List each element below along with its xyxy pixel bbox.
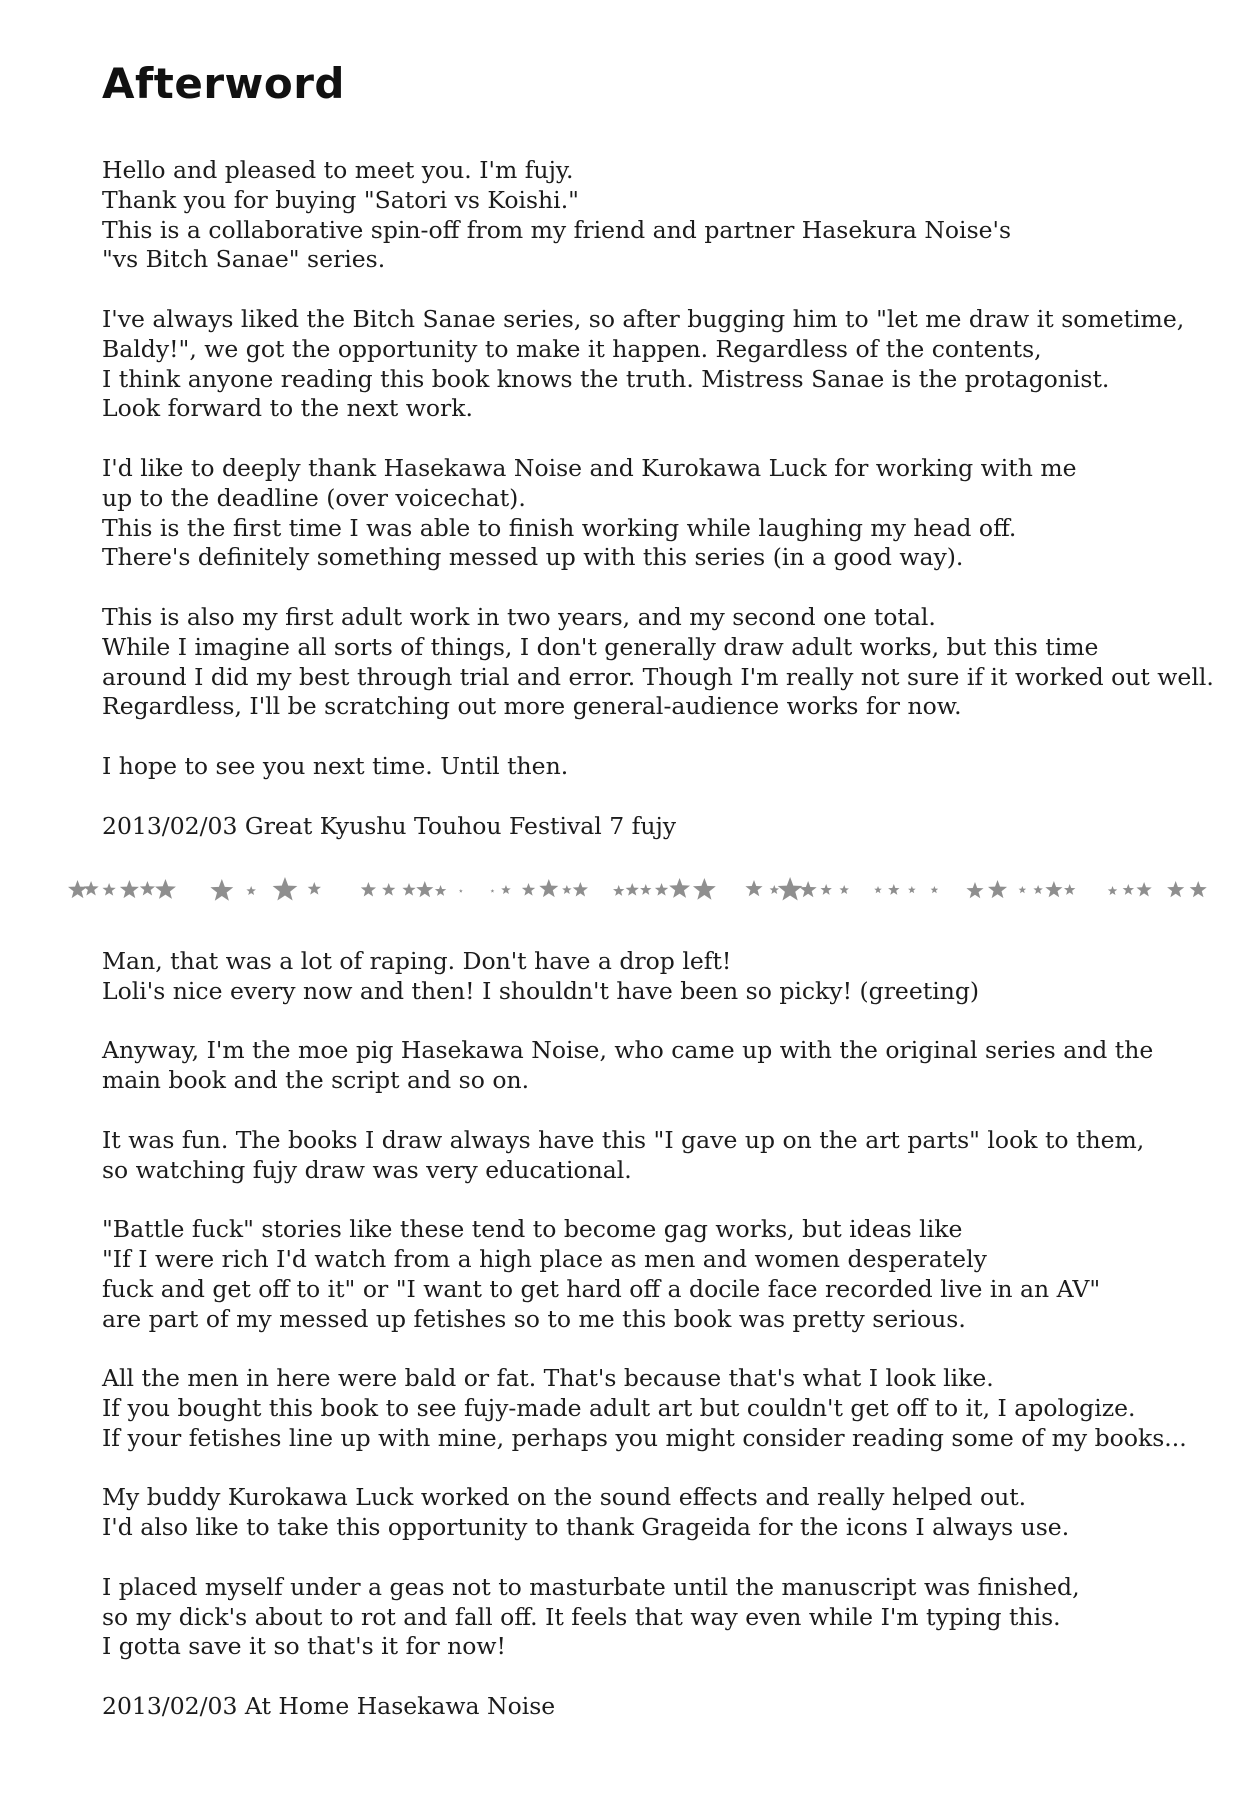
star-icon	[820, 884, 831, 895]
text-line: I'd like to deeply thank Hasekawa Noise and Kurokawa Luck for working with me	[102, 453, 1077, 482]
star-icon	[68, 880, 87, 898]
star-icon	[308, 882, 321, 895]
text-line: Hello and pleased to meet you. I'm fujy.	[102, 156, 574, 184]
text-line: This is also my first adult work in two years, and my second one total.	[102, 602, 936, 631]
signature-text: 2013/02/03 Great Kyushu Touhou Festival 7 fujy	[102, 811, 677, 840]
star-icon	[640, 884, 651, 895]
star-icon	[908, 886, 916, 893]
star-icon	[1108, 886, 1118, 895]
star-icon	[361, 882, 376, 896]
star-icon	[800, 881, 817, 897]
star-icon	[626, 883, 639, 896]
star-divider	[60, 872, 1210, 908]
text-line: "vs Bitch Sanae" series.	[102, 245, 386, 274]
star-icon	[539, 879, 558, 897]
text-line: so my dick's about to rot and fall off. It feels that way even while I'm typing this.	[102, 1602, 1061, 1631]
text-line: While I imagine all sorts of things, I don't generally draw adult works, but this time	[102, 632, 1099, 661]
signature-line	[102, 812, 1222, 842]
paragraph	[102, 454, 1222, 573]
star-icon	[573, 882, 588, 896]
star-icon	[1033, 885, 1043, 894]
star-icon	[273, 877, 298, 901]
text-line: This is the first time I was able to finish working while laughing my head off.	[102, 513, 1017, 542]
star-icon	[246, 886, 256, 895]
text-line: around I did my best through trial and error. Though I'm really not sure if it worked out well.	[102, 662, 1214, 691]
star-icon	[655, 883, 668, 896]
paragraph	[102, 305, 1222, 424]
text-line: It was fun. The books I draw always have this "I gave up on the art parts" look to them,	[102, 1125, 1145, 1154]
text-line: If you bought this book to see fujy-made adult art but couldn't get off to it, I apologize.	[102, 1393, 1136, 1422]
star-icon	[778, 877, 803, 901]
star-icon	[874, 886, 882, 893]
text-line: I placed myself under a geas not to masturbate until the manuscript was finished,	[102, 1572, 1080, 1601]
paragraph	[102, 947, 1222, 1007]
text-line: Regardless, I'll be scratching out more general-audience works for now.	[102, 692, 962, 721]
text-line: I gotta save it so that's it for now!	[102, 1632, 506, 1661]
star-icon	[210, 879, 233, 901]
text-line: If your fetishes line up with mine, perhaps you might consider reading some of my books...	[102, 1423, 1187, 1452]
paragraph	[102, 1573, 1222, 1662]
star-icon	[988, 880, 1007, 898]
text-line: Man, that was a lot of raping. Don't have a drop left!	[102, 947, 732, 975]
star-icon	[102, 883, 115, 896]
text-line: There's definitely something messed up with this series (in a good way).	[102, 543, 964, 572]
star-icon	[1136, 882, 1151, 896]
star-icon	[416, 881, 433, 897]
paragraph	[102, 1364, 1222, 1453]
signature-line	[102, 1692, 1222, 1722]
text-line: I've always liked the Bitch Sanae series, so after bugging him to "let me draw it sometime,	[102, 304, 1185, 333]
star-icon	[931, 886, 939, 893]
star-icon	[120, 880, 139, 898]
star-icon	[459, 889, 463, 893]
text-line: I think anyone reading this book knows the truth. Mistress Sanae is the protagonist.	[102, 364, 1110, 393]
star-icon	[1190, 881, 1207, 897]
star-icon	[1167, 881, 1184, 897]
paragraph	[102, 1036, 1222, 1096]
star-icon	[693, 878, 716, 900]
paragraph	[102, 1483, 1222, 1543]
text-line: "If I were rich I'd watch from a high place as men and women desperately	[102, 1244, 987, 1273]
star-icon	[140, 881, 155, 895]
star-icon	[1064, 884, 1075, 895]
paragraph	[102, 1126, 1222, 1186]
text-line: Look forward to the next work.	[102, 394, 473, 423]
star-icon	[402, 883, 415, 896]
star-icon	[1123, 884, 1134, 895]
text-line: so watching fujy draw was very educational.	[102, 1155, 632, 1184]
star-icon	[435, 885, 446, 896]
star-icon	[839, 885, 849, 894]
fujy-afterword	[102, 156, 1222, 841]
star-icon	[1019, 886, 1027, 893]
text-line: up to the deadline (over voicechat).	[102, 483, 526, 512]
star-icon	[669, 878, 690, 898]
paragraph	[102, 1215, 1222, 1334]
paragraph	[102, 752, 1222, 782]
star-icon	[491, 889, 495, 893]
star-icon	[745, 880, 762, 896]
star-icon	[888, 884, 899, 895]
text-line: are part of my messed up fetishes so to me this book was pretty serious.	[102, 1304, 966, 1333]
paragraph	[102, 156, 1222, 275]
star-icon	[966, 882, 983, 898]
text-line: main book and the script and so on.	[102, 1066, 530, 1095]
text-line: All the men in here were bald or fat. That's because that's what I look like.	[102, 1364, 994, 1393]
signature-text: 2013/02/03 At Home Hasekawa Noise	[102, 1691, 556, 1720]
text-line: Anyway, I'm the moe pig Hasekawa Noise, who came up with the original series and the	[102, 1036, 1154, 1065]
text-line: My buddy Kurokawa Luck worked on the sound effects and really helped out.	[102, 1483, 1027, 1512]
star-icon	[613, 885, 624, 896]
star-icon	[562, 885, 572, 894]
star-icon	[83, 881, 98, 895]
text-line: Baldy!", we got the opportunity to make it happen. Regardless of the contents,	[102, 334, 1042, 363]
star-icon	[155, 879, 176, 899]
text-line: Thank you for buying "Satori vs Koishi."	[102, 185, 579, 214]
hasekawa-afterword	[102, 947, 1222, 1722]
paragraph	[102, 603, 1222, 722]
text-line: I'd also like to take this opportunity to thank Grageida for the icons I always use.	[102, 1513, 1070, 1542]
star-icon	[522, 883, 535, 896]
star-icon	[382, 883, 395, 896]
star-icon	[1045, 881, 1062, 897]
star-icon	[770, 885, 780, 894]
text-line: "Battle fuck" stories like these tend to become gag works, but ideas like	[102, 1215, 963, 1244]
text-line: Loli's nice every now and then! I shouldn't have been so picky! (greeting)	[102, 976, 980, 1005]
page-title: Afterword	[102, 59, 345, 108]
star-icon	[501, 885, 511, 894]
text-line: I hope to see you next time. Until then.	[102, 751, 569, 780]
text-line: fuck and get off to it" or "I want to get hard off a docile face recorded live in an AV"	[102, 1274, 1101, 1303]
text-line: This is a collaborative spin-off from my friend and partner Hasekura Noise's	[102, 215, 1012, 244]
